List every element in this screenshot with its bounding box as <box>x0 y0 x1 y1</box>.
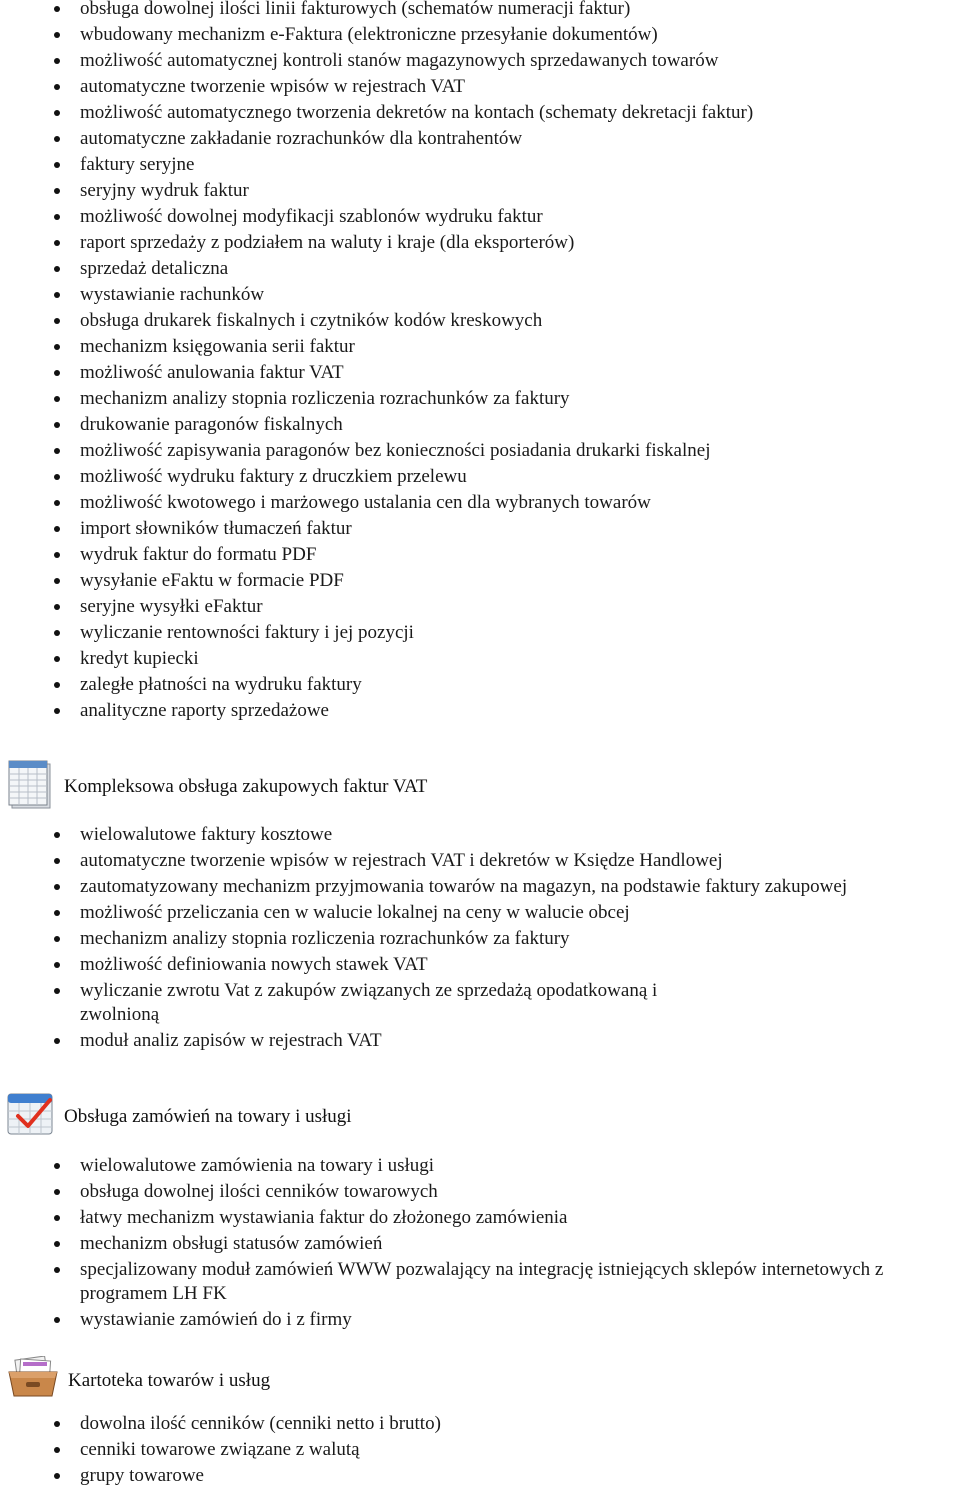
list-item: mechanizm obsługi statusów zamówień <box>0 1232 960 1256</box>
list-item: wielowalutowe faktury kosztowe <box>0 823 960 847</box>
list-item: łatwy mechanizm wystawiania faktur do złożonego zamówienia <box>0 1206 960 1230</box>
list-item: wbudowany mechanizm e-Faktura (elektroniczne przesyłanie dokumentów) <box>0 23 960 47</box>
list-item: cenniki towarowe związane z walutą <box>0 1438 960 1462</box>
list-item: automatyczne tworzenie wpisów w rejestrach VAT i dekretów w Księdze Handlowej <box>0 849 960 873</box>
list-item: specjalizowany moduł zamówień WWW pozwalający na integrację istniejących sklepów internetowych z <box>0 1258 960 1282</box>
list-item: kredyt kupiecki <box>0 647 960 671</box>
section-title: Obsługa zamówień na towary i usługi <box>64 1106 352 1127</box>
list-item: analityczne raporty sprzedażowe <box>0 699 960 723</box>
list-item: wielowalutowe zamówienia na towary i usługi <box>0 1154 960 1178</box>
list-item: mechanizm analizy stopnia rozliczenia rozrachunków za faktury <box>0 387 960 411</box>
list-item: obsługa dowolnej ilości cenników towarowych <box>0 1180 960 1204</box>
list-item: sprzedaż detaliczna <box>0 257 960 281</box>
list-item: import słowników tłumaczeń faktur <box>0 517 960 541</box>
list-item: wyliczanie zwrotu Vat z zakupów związanych ze sprzedażą opodatkowaną i zwolnioną <box>0 979 720 1027</box>
list-item: seryjny wydruk faktur <box>0 179 960 203</box>
orders-features-list <box>0 1154 960 1334</box>
list-item: możliwość anulowania faktur VAT <box>0 361 960 385</box>
card-box-icon <box>6 1356 60 1406</box>
list-item: możliwość automatycznego tworzenia dekretów na kontach (schematy dekretacji faktur) <box>0 101 960 125</box>
list-item: możliwość zapisywania paragonów bez konieczności posiadania drukarki fiskalnej <box>0 439 960 463</box>
section-title: Kompleksowa obsługa zakupowych faktur VAT <box>64 776 428 797</box>
list-item: wysyłanie eFaktu w formacie PDF <box>0 569 960 593</box>
sales-features-list <box>0 0 960 725</box>
list-item: dowolna ilość cenników (cenniki netto i brutto) <box>0 1412 960 1436</box>
list-item: drukowanie paragonów fiskalnych <box>0 413 960 437</box>
list-item: automatyczne zakładanie rozrachunków dla kontrahentów <box>0 127 960 151</box>
list-item: możliwość definiowania nowych stawek VAT <box>0 953 960 977</box>
list-item: faktury seryjne <box>0 153 960 177</box>
section-title: Kartoteka towarów i usług <box>68 1370 271 1391</box>
list-item: możliwość automatycznej kontroli stanów magazynowych sprzedawanych towarów <box>0 49 960 73</box>
list-item: możliwość wydruku faktury z druczkiem przelewu <box>0 465 960 489</box>
purchase-features-list <box>0 823 960 1055</box>
list-item: wyliczanie rentowności faktury i jej pozycji <box>0 621 960 645</box>
list-item: mechanizm księgowania serii faktur <box>0 335 960 359</box>
list-item: możliwość kwotowego i marżowego ustalania cen dla wybranych towarów <box>0 491 960 515</box>
list-item: wystawianie rachunków <box>0 283 960 307</box>
list-item: moduł analiz zapisów w rejestrach VAT <box>0 1029 960 1053</box>
list-item: wystawianie zamówień do i z firmy <box>0 1308 960 1332</box>
list-item: seryjne wysyłki eFaktur <box>0 595 960 619</box>
list-item: wydruk faktur do formatu PDF <box>0 543 960 567</box>
list-item: zautomatyzowany mechanizm przyjmowania towarów na magazyn, na podstawie faktury zakupowej <box>0 875 960 899</box>
catalog-features-list <box>0 1412 960 1490</box>
list-item: możliwość przeliczania cen w walucie lokalnej na ceny w walucie obcej <box>0 901 960 925</box>
list-item: obsługa drukarek fiskalnych i czytników kodów kreskowych <box>0 309 960 333</box>
list-item: możliwość dowolnej modyfikacji szablonów wydruku faktur <box>0 205 960 229</box>
list-item: automatyczne tworzenie wpisów w rejestrach VAT <box>0 75 960 99</box>
section-header-purchase <box>6 758 946 816</box>
section-header-orders <box>6 1090 946 1144</box>
list-item: zaległe płatności na wydruku faktury <box>0 673 960 697</box>
list-item: mechanizm analizy stopnia rozliczenia rozrachunków za faktury <box>0 927 960 951</box>
list-item: obsługa dowolnej ilości linii fakturowych (schematów numeracji faktur) <box>0 0 960 21</box>
list-item-continuation: programem LH FK <box>80 1283 227 1304</box>
list-item: raport sprzedaży z podziałem na waluty i kraje (dla eksporterów) <box>0 231 960 255</box>
spreadsheet-icon <box>6 758 56 816</box>
list-item: grupy towarowe <box>0 1464 960 1488</box>
section-header-catalog <box>6 1356 946 1406</box>
calendar-check-icon <box>6 1090 56 1144</box>
